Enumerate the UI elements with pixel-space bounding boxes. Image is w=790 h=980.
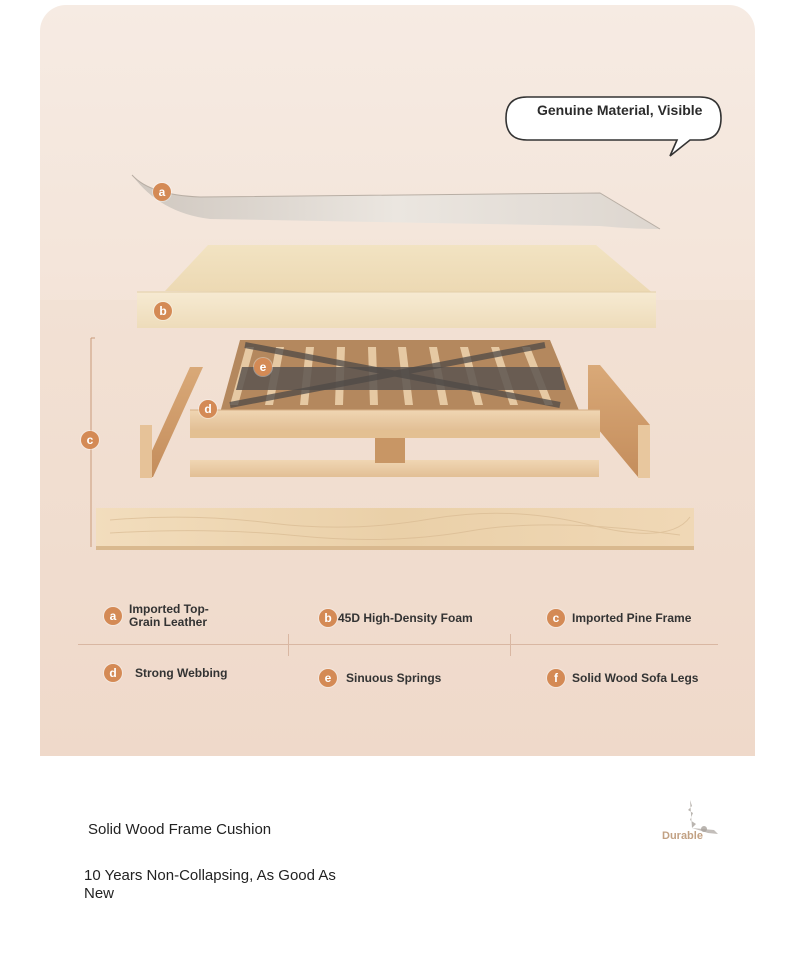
footer-title: Solid Wood Frame Cushion xyxy=(88,821,272,838)
legend-marker-d: d xyxy=(104,664,122,682)
footer-subtitle: 10 Years Non-Collapsing, As Good As New xyxy=(84,867,336,902)
marker-e: e xyxy=(254,358,272,376)
legend-marker-a: a xyxy=(104,607,122,625)
base-plank xyxy=(96,508,694,550)
legend-label-leather: Imported Top-Grain Leather xyxy=(129,602,209,629)
marker-d: d xyxy=(199,400,217,418)
legend-label-legs: Solid Wood Sofa Legs xyxy=(572,670,699,685)
leather-layer xyxy=(132,175,660,229)
legend-divider-right xyxy=(510,634,511,656)
marker-a: a xyxy=(153,183,171,201)
legend-item-pine-frame xyxy=(547,609,691,627)
legend-item-springs xyxy=(319,669,441,687)
legend-label-webbing: Strong Webbing xyxy=(135,665,228,680)
legend-divider-left xyxy=(288,634,289,656)
legend-item-webbing xyxy=(104,664,227,682)
legend-divider xyxy=(78,644,718,645)
legend-label-foam: 45D High-Density Foam xyxy=(338,610,473,625)
foam-layer xyxy=(137,245,656,328)
legend-label-springs: Sinuous Springs xyxy=(346,670,442,685)
durable-badge xyxy=(652,798,724,848)
legend-item-foam xyxy=(319,609,473,627)
legend-marker-e: e xyxy=(319,669,337,687)
legend-marker-b: b xyxy=(319,609,337,627)
legend-marker-c: c xyxy=(547,609,565,627)
callout-bubble xyxy=(505,96,722,142)
webbing-frame xyxy=(190,340,600,430)
marker-b: b xyxy=(154,302,172,320)
callout-text: Genuine Material, Visible xyxy=(537,102,703,118)
marker-c: c xyxy=(81,431,99,449)
legend-item-legs xyxy=(547,669,698,687)
legend-label-pine-frame: Imported Pine Frame xyxy=(572,610,692,625)
durable-label: Durable xyxy=(662,830,703,842)
legend-item-leather xyxy=(104,603,239,629)
legend-marker-f: f xyxy=(547,669,565,687)
